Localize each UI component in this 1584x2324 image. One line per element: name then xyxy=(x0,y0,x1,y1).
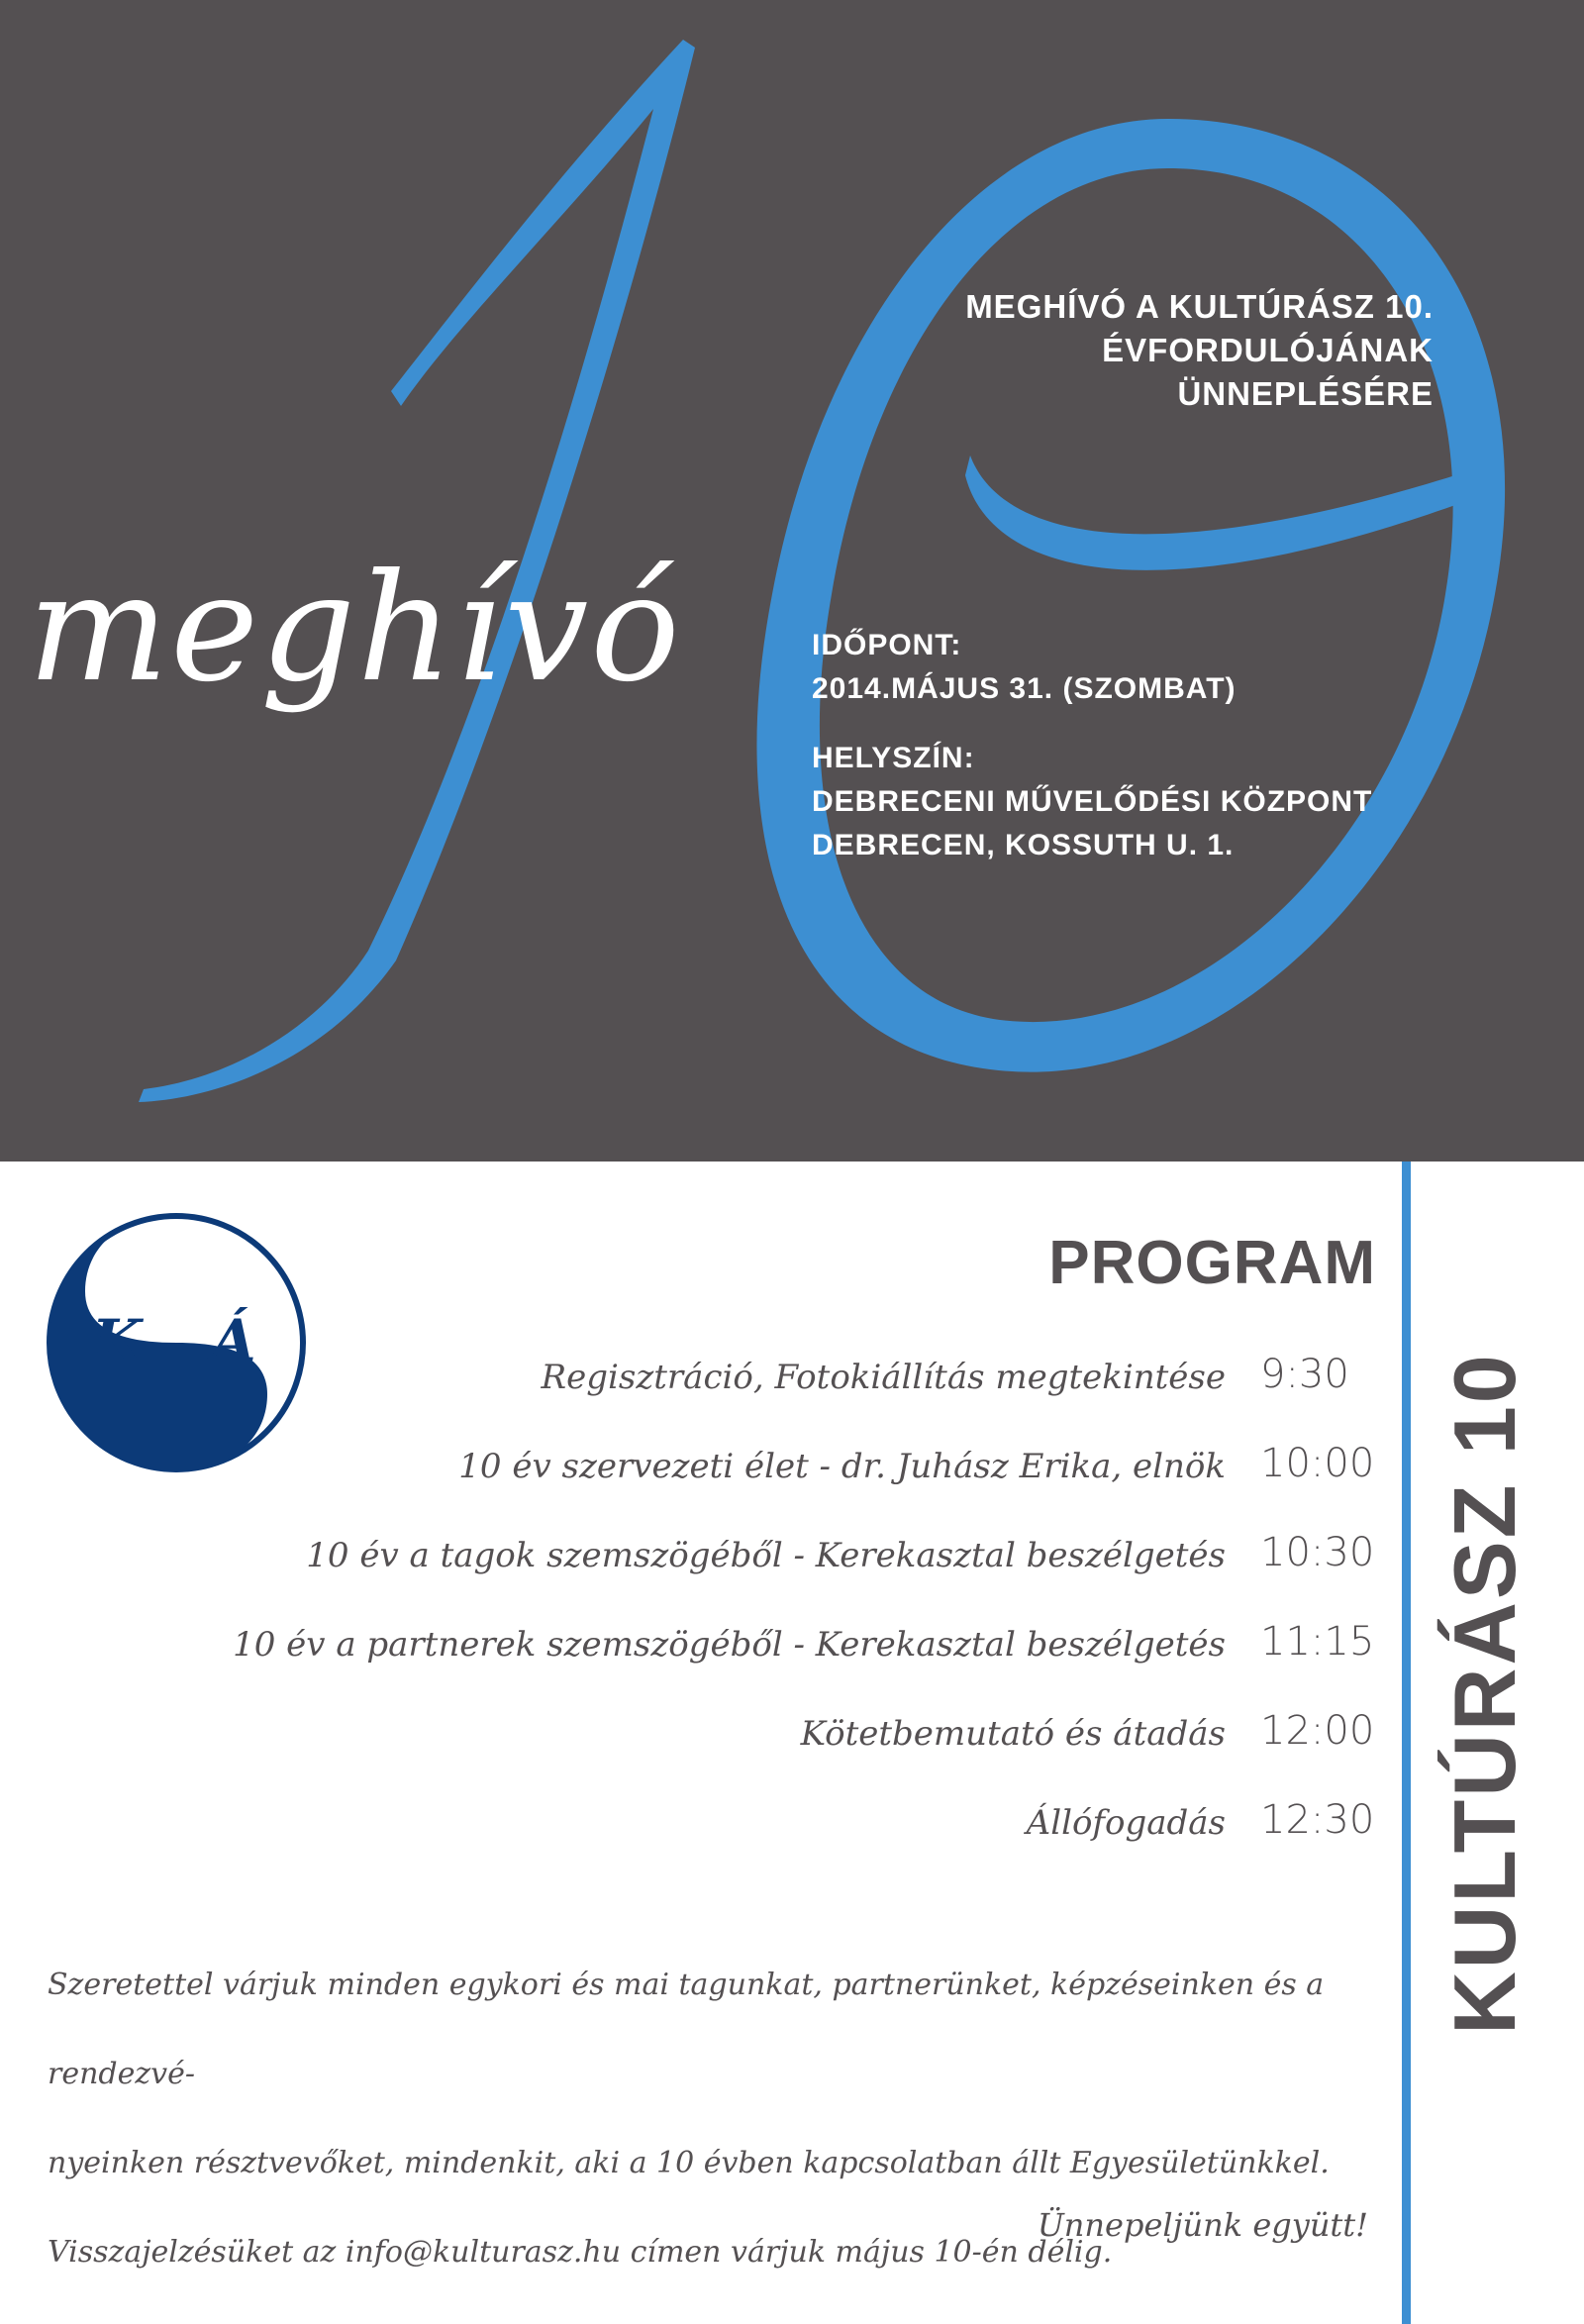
invitation-script-title: meghívó xyxy=(28,543,682,715)
headline-line-1: MEGHÍVÓ A KULTÚRÁSZ 10. xyxy=(965,288,1434,325)
invitation-line-3: Visszajelzésüket az info@kulturasz.hu címen várjuk május 10-én délig. xyxy=(48,2235,1113,2270)
big-zero-swash xyxy=(965,455,1455,570)
kulturasz-logo xyxy=(46,1212,307,1473)
program-item xyxy=(376,1797,1375,1857)
program-time: 10:30 xyxy=(1260,1530,1375,1575)
program-activity: Állófogadás xyxy=(1026,1803,1226,1843)
event-details xyxy=(812,624,1372,867)
program-time: 12:00 xyxy=(1260,1708,1375,1754)
program-item xyxy=(376,1441,1375,1500)
time-label: IDŐPONT: xyxy=(812,629,962,661)
program-activity: 10 év szervezeti élet - dr. Juhász Erika, elnök xyxy=(458,1447,1226,1486)
logo-letter-a: Á xyxy=(211,1307,256,1374)
invitation-line-1: Szeretettel várjuk minden egykori és mai tagunkat, partnerünket, képzéseinken és a rendezvé- xyxy=(48,1968,1325,2091)
accent-divider xyxy=(1402,1162,1411,2324)
big-zero-ring xyxy=(756,119,1505,1072)
invitation-line-2: nyeinken résztvevőket, mindenkit, aki a 10 évben kapcsolatban állt Egyesületünkkel. xyxy=(48,2146,1330,2180)
program-time: 9:30 xyxy=(1260,1352,1349,1397)
program-title: PROGRAM xyxy=(1048,1229,1376,1297)
program-item xyxy=(233,1619,1375,1678)
time-value: 2014.MÁJUS 31. (SZOMBAT) xyxy=(812,672,1237,705)
program-item xyxy=(376,1708,1375,1768)
program-activity: Kötetbemutató és átadás xyxy=(800,1714,1226,1754)
program-item xyxy=(376,1352,1366,1411)
headline-line-2: ÉVFORDULÓJÁNAK ÜNNEPLÉSÉRE xyxy=(1102,332,1434,412)
place-label: HELYSZÍN: xyxy=(812,742,975,774)
program-time: 11:15 xyxy=(1260,1619,1375,1665)
logo-letter-k: K xyxy=(91,1307,143,1374)
program-activity: 10 év a partnerek szemszögéből - Kerekasztal beszélgetés xyxy=(233,1625,1226,1665)
invitation-text xyxy=(48,1941,1364,2297)
program-time: 10:00 xyxy=(1260,1441,1375,1486)
program-item xyxy=(306,1530,1375,1589)
program-activity: Regisztráció, Fotokiállítás megtekintése xyxy=(541,1358,1226,1397)
closing-text: Ünnepeljünk együtt! xyxy=(1037,2206,1368,2244)
side-title: KULTÚRÁSZ 10 xyxy=(1436,1352,1534,2035)
program-time: 12:30 xyxy=(1260,1797,1375,1843)
place-line-1: DEBRECENI MŰVELŐDÉSI KÖZPONT xyxy=(812,785,1373,818)
invitation-headline xyxy=(879,285,1434,416)
place-line-2: DEBRECEN, KOSSUTH U. 1. xyxy=(812,829,1235,861)
program-activity: 10 év a tagok szemszögéből - Kerekasztal beszélgetés xyxy=(306,1536,1226,1575)
